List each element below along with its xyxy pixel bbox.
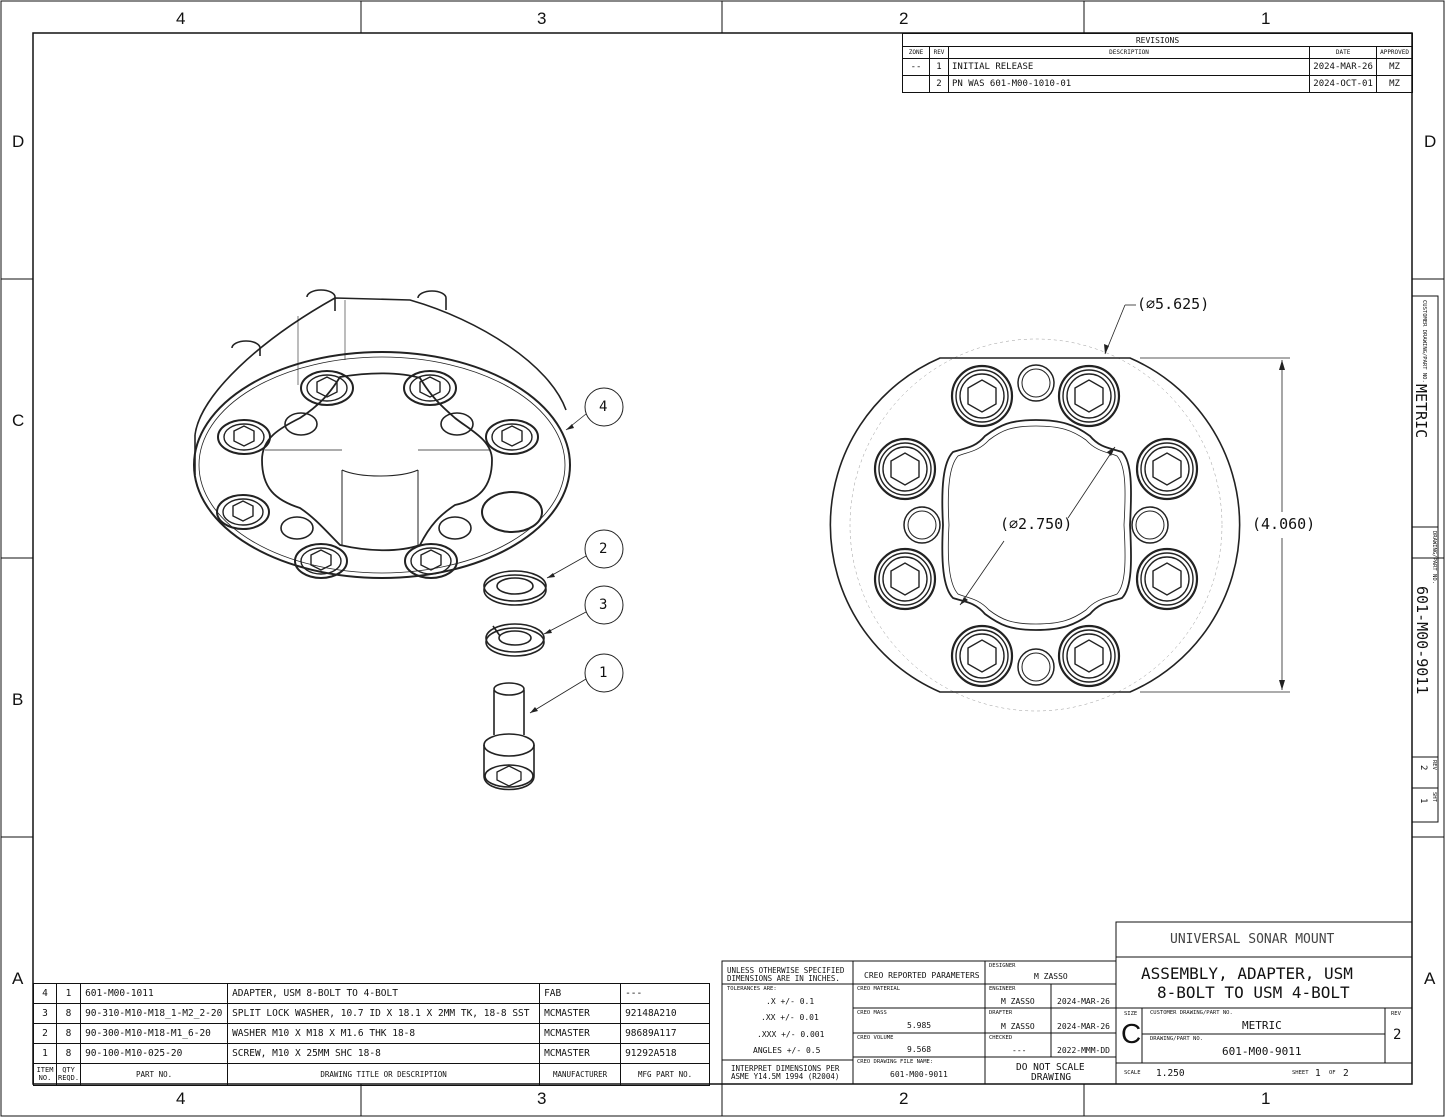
zone-col-1-top: 1 — [1261, 9, 1271, 28]
bom-item: 2 — [34, 1024, 57, 1044]
bom-header-part: PART NO. — [81, 1064, 228, 1086]
bom-part: 90-310-M10-M18_1-M2_2-20 — [81, 1004, 228, 1024]
balloon-4-label: 4 — [599, 399, 608, 415]
rev-approved: MZ — [1377, 59, 1413, 76]
tolerance-note-line2: DIMENSIONS ARE IN INCHES. — [727, 974, 840, 983]
zone-row-b-left: B — [12, 690, 24, 709]
bom-desc: ADAPTER, USM 8-BOLT TO 4-BOLT — [228, 984, 540, 1004]
balloon-3-label: 3 — [599, 597, 608, 613]
drawing-no-value: 601-M00-9011 — [1222, 1045, 1302, 1058]
balloon-1-label: 1 — [599, 665, 608, 681]
drafter-value: M ZASSO — [1001, 1022, 1035, 1031]
tolerance-xxx: .XXX +/- 0.001 — [757, 1030, 825, 1039]
zone-row-c-left: C — [12, 411, 25, 430]
zone-row-a-left: A — [12, 969, 24, 988]
strip-sht-label: SHT — [1431, 792, 1437, 802]
bom-mfg: 91292A518 — [621, 1044, 710, 1064]
strip-sht-value: 1 — [1418, 798, 1428, 804]
interpret-line2: ASME Y14.5M 1994 (R2004) — [731, 1072, 840, 1081]
dim-outer-diameter: (⌀5.625) — [1137, 295, 1210, 313]
bom-part: 601-M00-1011 — [81, 984, 228, 1004]
creo-file-label: CREO DRAWING FILE NAME: — [857, 1059, 934, 1065]
rev-description: PN WAS 601-M00-1010-01 — [949, 76, 1310, 93]
strip-drawing-label: DRAWING/PART NO. — [1431, 531, 1437, 584]
rev-header-approved: APPROVED — [1377, 47, 1413, 59]
strip-rev-value: 2 — [1418, 765, 1428, 771]
zone-col-1-bottom: 1 — [1261, 1089, 1271, 1108]
bom-mfr: MCMASTER — [540, 1004, 621, 1024]
size-value: C — [1121, 1018, 1142, 1049]
strip-rev-label: REV — [1431, 760, 1437, 770]
bom-part: 90-300-M10-M18-M1_6-20 — [81, 1024, 228, 1044]
checked-label: CHECKED — [989, 1035, 1013, 1041]
engineer-label: ENGINEER — [989, 986, 1016, 992]
rev-header-zone: ZONE — [903, 47, 930, 59]
bom-mfg: 98689A117 — [621, 1024, 710, 1044]
engineer-date: 2024-MAR-26 — [1057, 997, 1110, 1006]
tolerance-note-line1: UNLESS OTHERWISE SPECIFIED — [727, 966, 845, 975]
customer-label: CUSTOMER DRAWING/PART NO. — [1150, 1010, 1233, 1016]
bom-mfr: FAB — [540, 984, 621, 1004]
bom-mfg: 92148A210 — [621, 1004, 710, 1024]
drawing-title-line2: 8-BOLT TO USM 4-BOLT — [1157, 983, 1350, 1002]
rev-label: REV — [1391, 1011, 1401, 1017]
bom-qty: 1 — [57, 984, 81, 1004]
drawing-title-line1: ASSEMBLY, ADAPTER, USM — [1141, 964, 1353, 983]
creo-mass-value: 5.985 — [907, 1021, 932, 1030]
bom-header-mfg: MFG PART NO. — [621, 1064, 710, 1086]
company-name: UNIVERSAL SONAR MOUNT — [1170, 932, 1335, 947]
zone-col-2-top: 2 — [899, 9, 909, 28]
bom-item: 3 — [34, 1004, 57, 1024]
creo-material-label: CREO MATERIAL — [857, 986, 901, 992]
creo-volume-label: CREO VOLUME — [857, 1035, 894, 1041]
strip-drawing-value: 601-M00-9011 — [1413, 586, 1431, 695]
zone-col-4-top: 4 — [176, 9, 186, 28]
balloon-2-label: 2 — [599, 541, 608, 557]
rev-date: 2024-MAR-26 — [1310, 59, 1377, 76]
bom-header-item: ITEM NO. — [34, 1064, 57, 1086]
sheets-value: 2 — [1343, 1068, 1349, 1079]
bom-qty: 8 — [57, 1024, 81, 1044]
zone-col-3-bottom: 3 — [537, 1089, 547, 1108]
rev-number: 1 — [930, 59, 949, 76]
zone-row-d-left: D — [12, 132, 25, 151]
rev-header-date: DATE — [1310, 47, 1377, 59]
creo-params-title: CREO REPORTED PARAMETERS — [864, 971, 980, 980]
bom-mfg: --- — [621, 984, 710, 1004]
bom-item: 1 — [34, 1044, 57, 1064]
rev-value: 2 — [1393, 1027, 1402, 1043]
zone-col-3-top: 3 — [537, 9, 547, 28]
rev-header-description: DESCRIPTION — [949, 47, 1310, 59]
tolerance-xx: .XX +/- 0.01 — [761, 1013, 819, 1022]
bom-qty: 8 — [57, 1004, 81, 1024]
rev-description: INITIAL RELEASE — [949, 59, 1310, 76]
bom-part: 90-100-M10-025-20 — [81, 1044, 228, 1064]
creo-volume-value: 9.568 — [907, 1045, 932, 1054]
creo-file-value: 601-M00-9011 — [890, 1070, 948, 1079]
strip-customer-value: METRIC — [1412, 384, 1430, 439]
do-not-scale-line2: DRAWING — [1031, 1072, 1072, 1083]
interpret-line1: INTERPRET DIMENSIONS PER — [731, 1064, 840, 1073]
bom-header-mfr: MANUFACTURER — [540, 1064, 621, 1086]
dim-inner-diameter: (⌀2.750) — [1000, 515, 1073, 533]
engineer-value: M ZASSO — [1001, 997, 1035, 1006]
strip-customer-label: CUSTOMER DRAWING/PART NO. — [1421, 300, 1427, 383]
bom-desc: SCREW, M10 X 25MM SHC 18-8 — [228, 1044, 540, 1064]
of-label: OF — [1329, 1070, 1336, 1076]
drawing-no-label: DRAWING/PART NO. — [1150, 1036, 1203, 1042]
dim-height: (4.060) — [1252, 515, 1316, 533]
zone-col-2-bottom: 2 — [899, 1089, 909, 1108]
checked-value: --- — [1012, 1046, 1027, 1055]
bom-header-qty: QTY REQD. — [57, 1064, 81, 1086]
size-label: SIZE — [1124, 1011, 1138, 1017]
rev-date: 2024-OCT-01 — [1310, 76, 1377, 93]
bom-mfr: MCMASTER — [540, 1044, 621, 1064]
bom-mfr: MCMASTER — [540, 1024, 621, 1044]
bom-qty: 8 — [57, 1044, 81, 1064]
drafter-label: DRAFTER — [989, 1010, 1013, 1016]
drafter-date: 2024-MAR-26 — [1057, 1022, 1110, 1031]
zone-col-4-bottom: 4 — [176, 1089, 186, 1108]
rev-approved: MZ — [1377, 76, 1413, 93]
rev-header-rev: REV — [930, 47, 949, 59]
do-not-scale-line1: DO NOT SCALE — [1016, 1062, 1085, 1073]
bom-desc: WASHER M10 X M18 X M1.6 THK 18-8 — [228, 1024, 540, 1044]
customer-value: METRIC — [1242, 1019, 1282, 1032]
rev-zone: -- — [903, 59, 930, 76]
bom-header-desc: DRAWING TITLE OR DESCRIPTION — [228, 1064, 540, 1086]
zone-row-a-right: A — [1424, 969, 1436, 988]
tolerance-x: .X +/- 0.1 — [766, 997, 815, 1006]
rev-number: 2 — [930, 76, 949, 93]
bom-item: 4 — [34, 984, 57, 1004]
scale-label: SCALE — [1124, 1070, 1141, 1076]
sheet-label: SHEET — [1292, 1070, 1309, 1076]
designer-label: DESIGNER — [989, 963, 1016, 969]
sheet-value: 1 — [1315, 1068, 1321, 1079]
designer-value: M ZASSO — [1034, 972, 1068, 981]
checked-date: 2022-MMM-DD — [1057, 1046, 1110, 1055]
revisions-title: REVISIONS — [903, 34, 1413, 47]
tolerance-angles: ANGLES +/- 0.5 — [753, 1046, 821, 1055]
tolerances-label: TOLERANCES ARE: — [727, 986, 777, 992]
scale-value: 1.250 — [1156, 1068, 1185, 1079]
creo-mass-label: CREO MASS — [857, 1010, 887, 1016]
zone-row-d-right: D — [1424, 132, 1437, 151]
bom-desc: SPLIT LOCK WASHER, 10.7 ID X 18.1 X 2MM TK, 18-8 SST — [228, 1004, 540, 1024]
